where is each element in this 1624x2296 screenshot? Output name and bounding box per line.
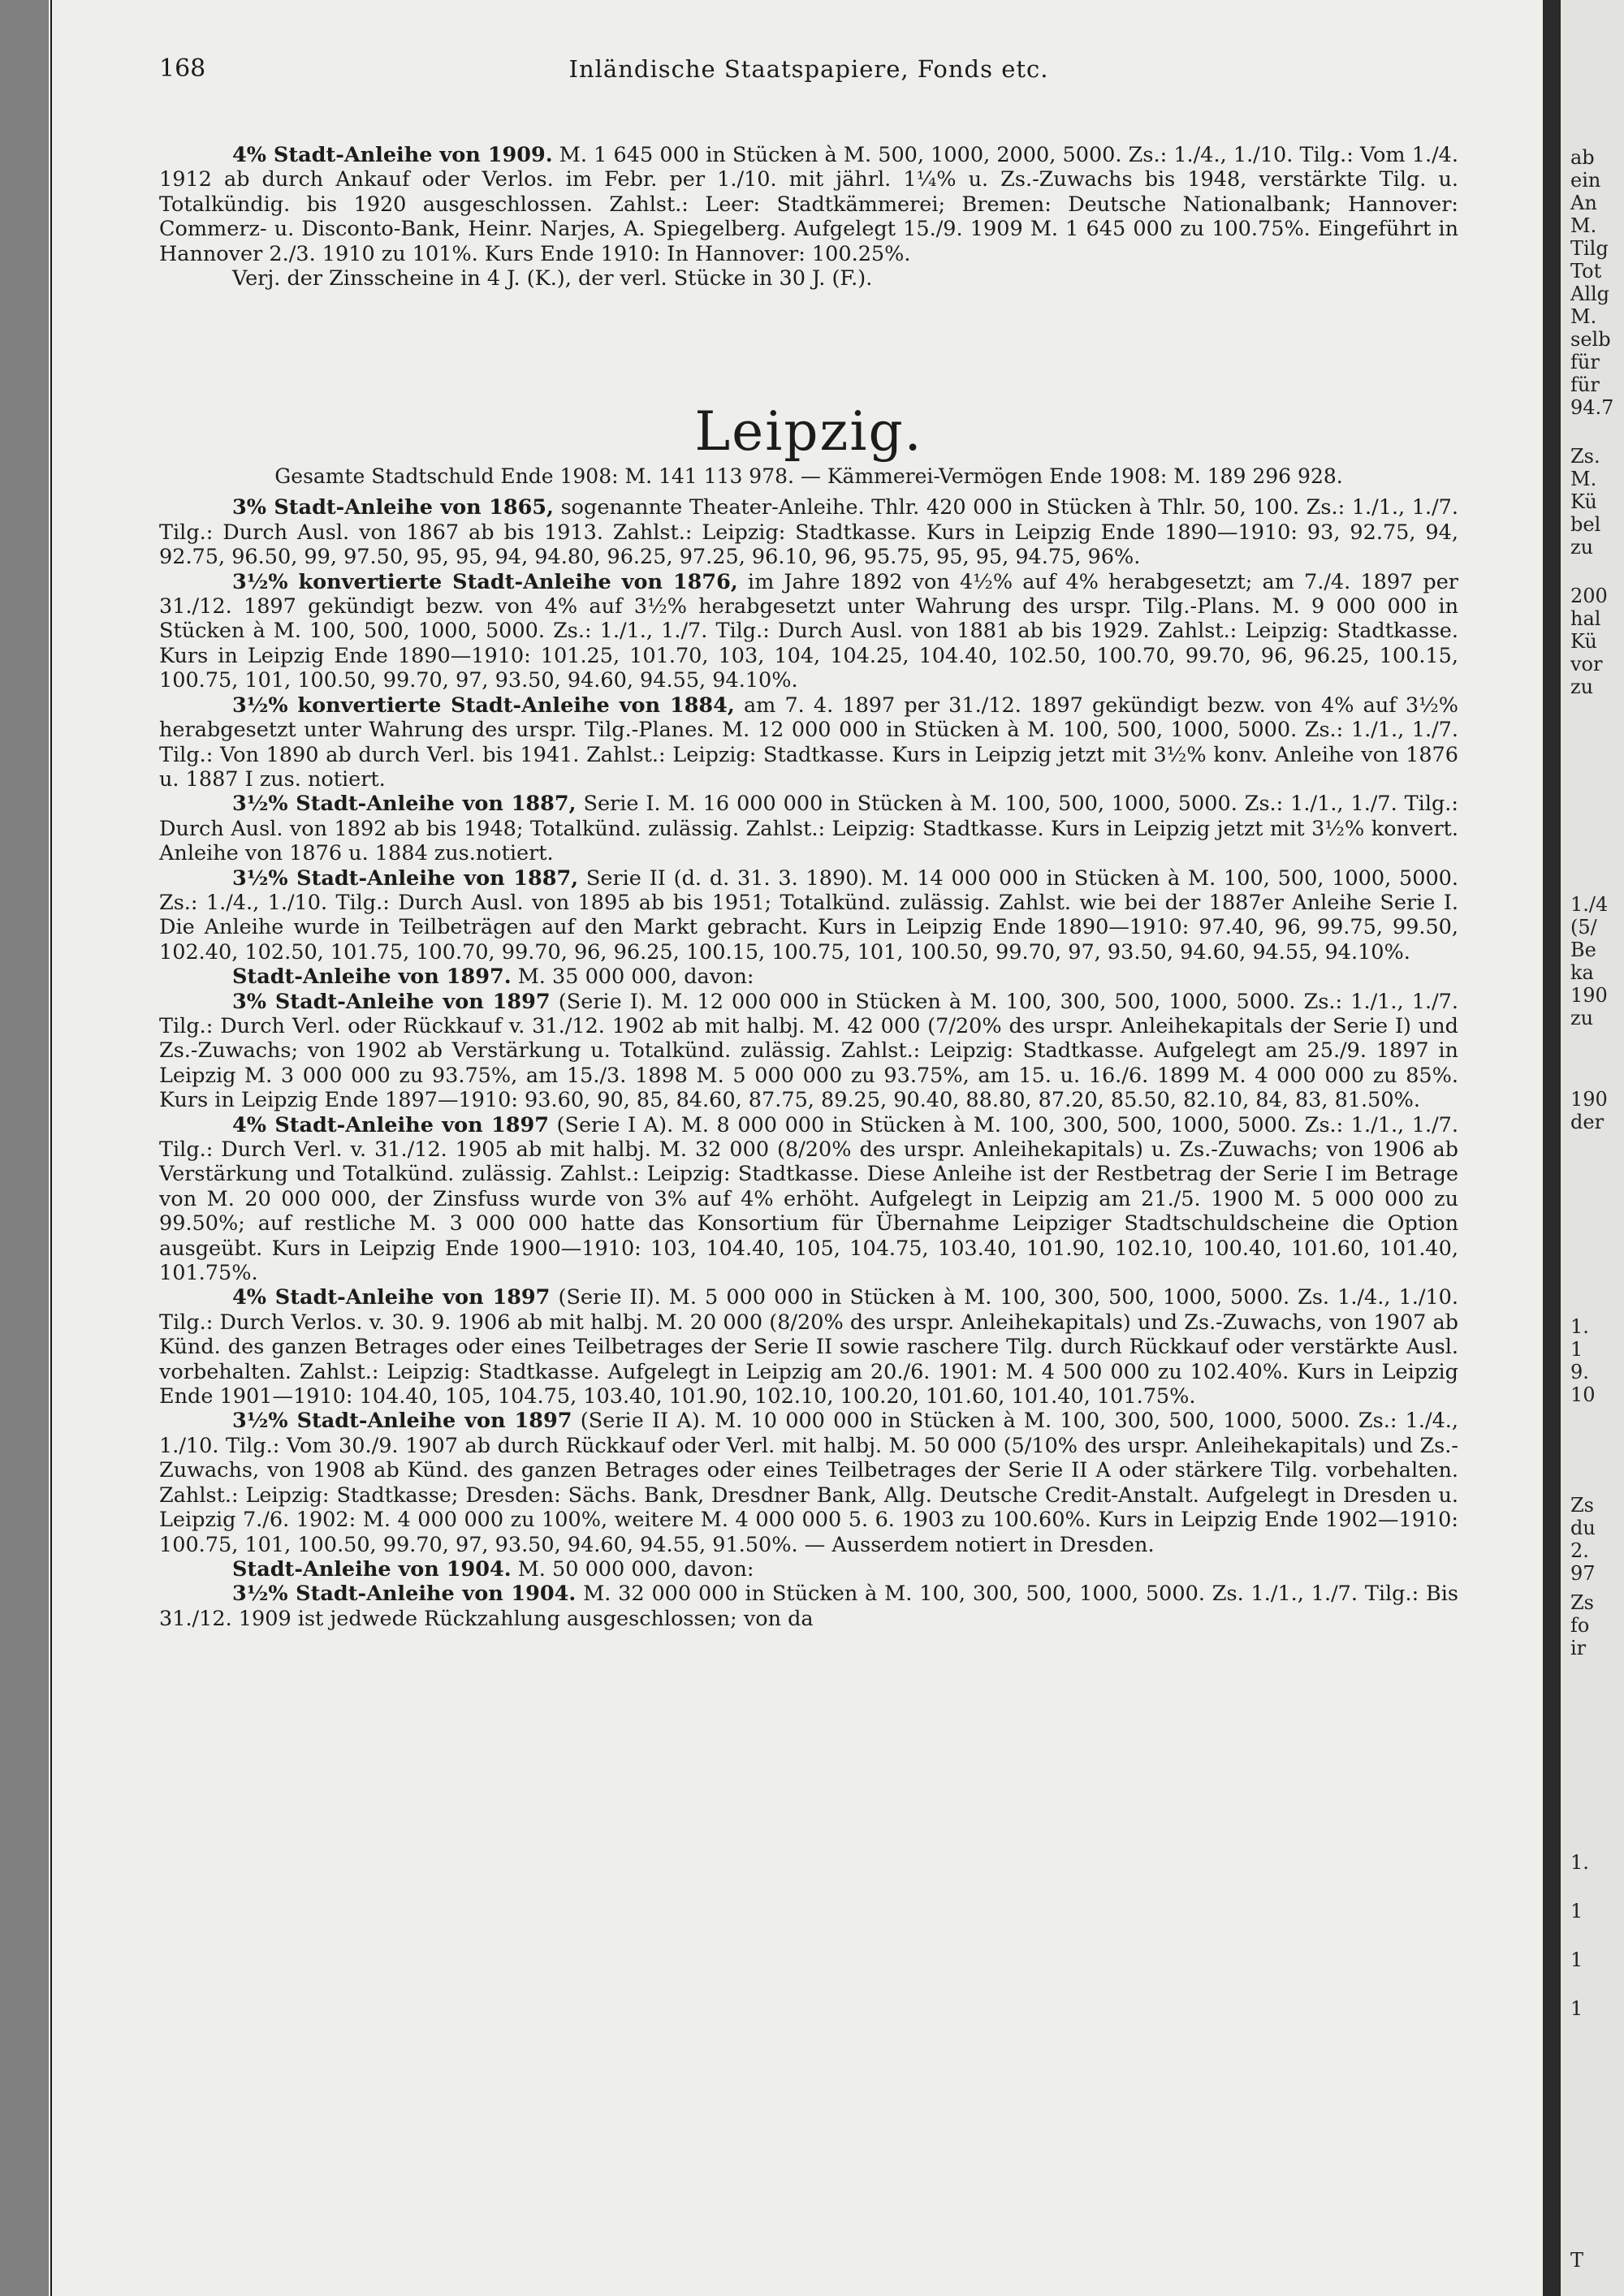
entry-text: M. 1 645 000 in Stücken à M. 500, 1000, 2000, 5000. Zs.: 1./4., 1./10. Tilg.: Vom 1./4. 1912 ab durch Ankauf oder Verlos. im Febr. per 1./10. mit jährl. 1¼% u. Zs.-Zuwachs bis 1948, verstärkte Tilg. u. Totalkündig. bis 1920 ausgeschlossen. Zahlst.: Leer: Stadtkämmerei; Bremen: Deutsche Nationalbank; Hannover: Commerz- u. Disconto-Bank, Heinr. Narjes, A. Spiegelberg. Aufgelegt 15./9. 1909 M. 1 645 000 zu 100.75%. Eingeführt in Hannover 2./3. 1910 zu 101%. Kurs Ende 1910: In Hannover: 100.25%. xyxy=(159,143,1459,266)
adjacent-page-fragment: 97 xyxy=(1570,1562,1596,1585)
adjacent-page-fragment: 1 xyxy=(1570,1338,1583,1361)
loan-entry xyxy=(159,990,1458,1113)
leipzig-loan-list xyxy=(159,495,1458,1631)
adjacent-page-fragment: fo xyxy=(1570,1614,1590,1637)
loan-entry xyxy=(159,1582,1458,1631)
adjacent-page-fragment: 200 xyxy=(1570,585,1608,607)
adjacent-page-fragment: ka xyxy=(1570,961,1594,984)
adjacent-page-fragment: hal xyxy=(1570,607,1601,630)
entry-title: 4% Stadt-Anleihe von 1909. xyxy=(232,143,553,167)
adjacent-page-fragment: Allg xyxy=(1570,283,1610,305)
page-number: 168 xyxy=(159,54,206,83)
adjacent-page-fragment: zu xyxy=(1570,536,1594,559)
adjacent-page-fragment: M. xyxy=(1570,468,1597,490)
entry-text: (Serie I A). M. 8 000 000 in Stücken à M. 100, 300, 500, 1000, 5000. Zs.: 1./1., 1./7. Tilg.: Durch Verl. v. 31./12. 1905 ab mit halbj. M. 32 000 (8/20% des urspr. Anleihekapitals) u. Zs.-Zuwachs; von 1906 ab Verstärkung und Totalkünd. zulässig. Zahlst.: Leipzig: Stadtkasse. Diese Anleihe ist der Restbetrag der Serie I im Betrage von M. 20 000 000, der Zinsfuss wurde von 3% auf 4% erhöht. Aufgelegt in Leipzig am 21./5. 1900 M. 5 000 000 zu 99.50%; auf restliche M. 3 000 000 hatte das Konsortium für Übernahme Leipziger Stadtschuldscheine die Option ausgeübt. Kurs in Leipzig Ende 1900—1910: 103, 104.40, 105, 104.75, 103.40, 101.90, 102.10, 100.40, 101.60, 101.40, 101.75%. xyxy=(159,1112,1458,1286)
adjacent-page-fragment: T xyxy=(1570,2249,1584,2272)
adjacent-page-fragment: ein xyxy=(1570,169,1601,192)
entry-text: M. 35 000 000, davon: xyxy=(517,965,754,990)
book-gutter xyxy=(1543,0,1561,2296)
adjacent-page-fragment: Zs xyxy=(1570,1591,1594,1614)
adjacent-page-fragment: Kü xyxy=(1570,490,1597,513)
entry-title: 4% Stadt-Anleihe von 1897 xyxy=(232,1112,549,1137)
bremen-loan-entry xyxy=(159,143,1458,266)
adjacent-page-fragment: ab xyxy=(1570,146,1595,169)
loan-entry xyxy=(159,792,1458,865)
entry-text: am 7. 4. 1897 per 31./12. 1897 gekündigt bezw. von 4% auf 3½% herabgesetzt unter Wahrung des urspr. Tilg.-Planes. M. 12 000 000 in Stücken à M. 100, 500, 1000, 5000. Zs.: 1./1., 1./7. Tilg.: Von 1890 ab durch Verl. bis 1941. Zahlst.: Leipzig: Stadtkasse. Kurs in Leipzig jetzt mit 3½% konv. Anleihe von 1876 u. 1887 I zus. notiert. xyxy=(159,693,1458,792)
adjacent-page-fragment: 9. xyxy=(1570,1361,1589,1383)
loan-entry xyxy=(159,570,1458,693)
entry-title: Stadt-Anleihe von 1904. xyxy=(232,1556,512,1582)
entry-title: 3½% Stadt-Anleihe von 1887, xyxy=(232,865,579,891)
loan-entry xyxy=(159,1409,1458,1556)
adjacent-page-fragment: 1. xyxy=(1570,1315,1589,1338)
adjacent-page-fragment: An xyxy=(1570,192,1597,214)
loan-entry xyxy=(159,965,1458,989)
adjacent-page-fragment: Zs xyxy=(1570,1494,1594,1517)
adjacent-page-fragment: Tot xyxy=(1570,260,1602,283)
page-content xyxy=(159,54,1459,1631)
entry-title: 3% Stadt-Anleihe von 1865, xyxy=(232,495,554,520)
adjacent-page-fragment: selb xyxy=(1570,328,1611,351)
loan-entry xyxy=(159,495,1458,569)
adjacent-page-fragment: zu xyxy=(1570,1007,1594,1029)
loan-entry xyxy=(159,866,1458,965)
adjacent-page-strip xyxy=(1561,0,1624,2296)
entry-title: 4% Stadt-Anleihe von 1897 xyxy=(232,1285,551,1310)
page-header xyxy=(159,54,1458,106)
adjacent-page-fragment: 1 xyxy=(1570,1900,1583,1923)
adjacent-page-fragment: bel xyxy=(1570,513,1601,536)
adjacent-page-fragment: 1 xyxy=(1570,1997,1583,2020)
adjacent-page-fragment: 1 xyxy=(1570,1949,1583,1971)
adjacent-page-fragment: 94.7 xyxy=(1570,396,1614,419)
adjacent-page-fragment: 190 xyxy=(1570,1088,1608,1111)
entry-title: 3½% Stadt-Anleihe von 1904. xyxy=(232,1582,577,1607)
adjacent-page-fragment: (5/ xyxy=(1570,916,1597,939)
loan-entry xyxy=(159,693,1458,792)
verjaehrung-note: Verj. der Zinsscheine in 4 J. (K.), der verl. Stücke in 30 J. (F.). xyxy=(232,266,873,291)
adjacent-page-fragment: ir xyxy=(1570,1637,1587,1659)
adjacent-page-fragment: Be xyxy=(1570,939,1596,961)
adjacent-page-fragment: Kü xyxy=(1570,630,1597,653)
entry-text: (Serie II). M. 5 000 000 in Stücken à M. 100, 300, 500, 1000, 5000. Zs. 1./4., 1./10. Tilg.: Durch Verlos. v. 30. 9. 1906 ab mit halbj. M. 20 000 (8/20% des urspr. Anleihekapitals) und Zs.-Zuwachs, von 1907 ab Künd. des ganzen Betrages oder eines Teilbetrages der Serie II sowie raschere Tilg. durch Rückkauf oder verstärkte Ausl. vorbehalten. Zahlst.: Leipzig: Stadtkasse. Aufgelegt in Leipzig am 20./6. 1901: M. 4 500 000 zu 102.40%. Kurs in Leipzig Ende 1901—1910: 104.40, 105, 104.75, 103.40, 101.90, 102.10, 100.20, 101.60, 101.40, 101.75%. xyxy=(159,1285,1459,1409)
entry-text: Serie I. M. 16 000 000 in Stücken à M. 100, 500, 1000, 5000. Zs.: 1./1., 1./7. Tilg.: Durch Ausl. von 1892 ab bis 1948; Totalkünd. zulässig. Zahlst.: Leipzig: Stadtkasse. Kurs in Leipzig jetzt mit 3½% konvert. Anleihe von 1876 u. 1884 zus.notiert. xyxy=(159,792,1459,866)
adjacent-page-fragment: für xyxy=(1570,373,1600,396)
adjacent-page-fragment: für xyxy=(1570,351,1600,373)
entry-title: 3% Stadt-Anleihe von 1897 xyxy=(232,989,551,1014)
entry-text: (Serie II A). M. 10 000 000 in Stücken à M. 100, 300, 500, 1000, 5000. Zs.: 1./4., 1./10. Tilg.: Vom 30./9. 1907 ab durch Rückkauf oder Verl. mit halbj. M. 50 000 (5/10% des urspr. Anleihekapitals) und Zs.-Zuwachs, von 1908 ab Künd. des ganzen Betrages oder eines Teilbetrages der Serie II A oder stärkere Tilg. vorbehalten. Zahlst.: Leipzig: Stadtkasse; Dresden: Sächs. Bank, Dresdner Bank, Allg. Deutsche Credit-Anstalt. Aufgelegt in Dresden u. Leipzig 7./6. 1902: M. 4 000 000 zu 100%, weitere M. 4 000 000 5. 6. 1903 zu 100.60%. Kurs in Leipzig Ende 1902—1910: 100.75, 101, 100.50, 99.70, 97, 93.50, 94.60, 94.55, 91.50%. — Ausserdem notiert in Dresden. xyxy=(159,1409,1459,1557)
entry-text: sogenannte Theater-Anleihe. Thlr. 420 000 in Stücken à Thlr. 50, 100. Zs.: 1./1., 1./7. Tilg.: Durch Ausl. von 1867 ab bis 1913. Zahlst.: Leipzig: Stadtkasse. Kurs in Leipzig Ende 1890—1910: 93, 92.75, 94, 92.75, 96.50, 99, 97.50, 95, 95, 94, 94.80, 96.25, 97.25, 96.10, 96, 95.75, 95, 95, 94.75, 96%. xyxy=(159,495,1459,570)
entry-text: im Jahre 1892 von 4½% auf 4% herabgesetzt; am 7./4. 1897 per 31./12. 1897 gekündigt bezw. von 4% auf 3½% herabgesetzt unter Wahrung des urspr. Tilg.-Plans. M. 9 000 000 in Stücken à M. 100, 500, 1000, 5000. Zs.: 1./1., 1./7. Tilg.: Durch Ausl. von 1881 ab bis 1929. Zahlst.: Leipzig: Stadtkasse. Kurs in Leipzig Ende 1890—1910: 101.25, 101.70, 103, 104, 104.25, 104.40, 102.50, 100.70, 99.70, 96, 96.25, 100.15, 100.75, 101, 100.50, 99.70, 97, 93.50, 94.60, 94.55, 94.10%. xyxy=(159,569,1458,693)
entry-title: 3½% konvertierte Stadt-Anleihe von 1884, xyxy=(232,693,735,718)
entry-text: M. 32 000 000 in Stücken à M. 100, 300, 500, 1000, 5000. Zs. 1./1., 1./7. Tilg.: Bis 31./12. 1909 ist jedwede Rückzahlung ausgeschlossen; von da xyxy=(159,1582,1459,1631)
adjacent-page-fragment: 190 xyxy=(1570,984,1608,1007)
adjacent-page-fragment: 10 xyxy=(1570,1383,1596,1406)
city-heading: Leipzig. xyxy=(694,400,923,464)
adjacent-page-fragment: 1. xyxy=(1570,1851,1589,1874)
city-debt-summary: Gesamte Stadtschuld Ende 1908: M. 141 113 978. — Kämmerei-Vermögen Ende 1908: M. 189 296 928. xyxy=(274,464,1343,489)
entry-title: 3½% Stadt-Anleihe von 1887, xyxy=(232,792,577,817)
entry-text: M. 50 000 000, davon: xyxy=(517,1556,754,1582)
loan-entry xyxy=(159,1113,1458,1286)
adjacent-page-fragment: Zs. xyxy=(1570,445,1600,468)
entry-text: (Serie I). M. 12 000 000 in Stücken à M. 100, 300, 500, 1000, 5000. Zs.: 1./1., 1./7. Tilg.: Durch Verl. oder Rückkauf v. 31./12. 1902 ab mit halbj. M. 42 000 (7/20% des urspr. Anleihekapitals der Serie I) und Zs.-Zuwachs; von 1902 ab Verstärkung u. Totalkünd. zulässig. Zahlst.: Leipzig: Stadtkasse. Aufgelegt am 25./9. 1897 in Leipzig M. 3 000 000 zu 93.75%, am 15./3. 1898 M. 5 000 000 zu 93.75%, am 15. u. 16./6. 1899 M. 4 000 000 zu 85%. Kurs in Leipzig Ende 1897—1910: 93.60, 90, 85, 84.60, 87.75, 89.25, 90.40, 88.80, 87.20, 85.50, 82.10, 84, 83, 81.50%. xyxy=(159,989,1459,1113)
adjacent-page-fragment: Tilg xyxy=(1570,237,1609,260)
running-head: Inländische Staatspapiere, Fonds etc. xyxy=(568,55,1049,83)
adjacent-page-fragment: der xyxy=(1570,1111,1605,1133)
adjacent-page-fragment: zu xyxy=(1570,675,1594,698)
loan-entry xyxy=(159,1285,1458,1409)
entry-title: 3½% konvertierte Stadt-Anleihe von 1876, xyxy=(232,569,738,594)
adjacent-page-fragment: 1./4 xyxy=(1570,893,1609,916)
entry-title: Stadt-Anleihe von 1897. xyxy=(232,965,512,990)
adjacent-page-fragment: M. xyxy=(1570,214,1597,237)
adjacent-page-fragment: M. xyxy=(1570,305,1597,328)
adjacent-page-fragment: du xyxy=(1570,1517,1596,1539)
adjacent-page-fragment: vor xyxy=(1570,653,1603,675)
entry-text: Serie II (d. d. 31. 3. 1890). M. 14 000 000 in Stücken à M. 100, 500, 1000, 5000. Zs.: 1./4., 1./10. Tilg.: Durch Ausl. von 1895 ab bis 1951; Totalkünd. zulässig. Zahlst. wie bei der 1887er Anleihe Serie I. Die Anleihe wurde in Teilbeträgen auf den Markt gebracht. Kurs in Leipzig Ende 1890—1910: 97.40, 96, 99.75, 99.50, 102.40, 102.50, 101.75, 100.70, 99.70, 96, 96.25, 100.15, 100.75, 101, 100.50, 99.70, 97, 93.50, 94.60, 94.55, 94.10%. xyxy=(159,865,1459,965)
entry-title: 3½% Stadt-Anleihe von 1897 xyxy=(232,1409,572,1434)
page-edge-line xyxy=(50,0,52,2296)
loan-entry xyxy=(159,1557,1458,1582)
adjacent-page-fragment: 2. xyxy=(1570,1539,1589,1562)
